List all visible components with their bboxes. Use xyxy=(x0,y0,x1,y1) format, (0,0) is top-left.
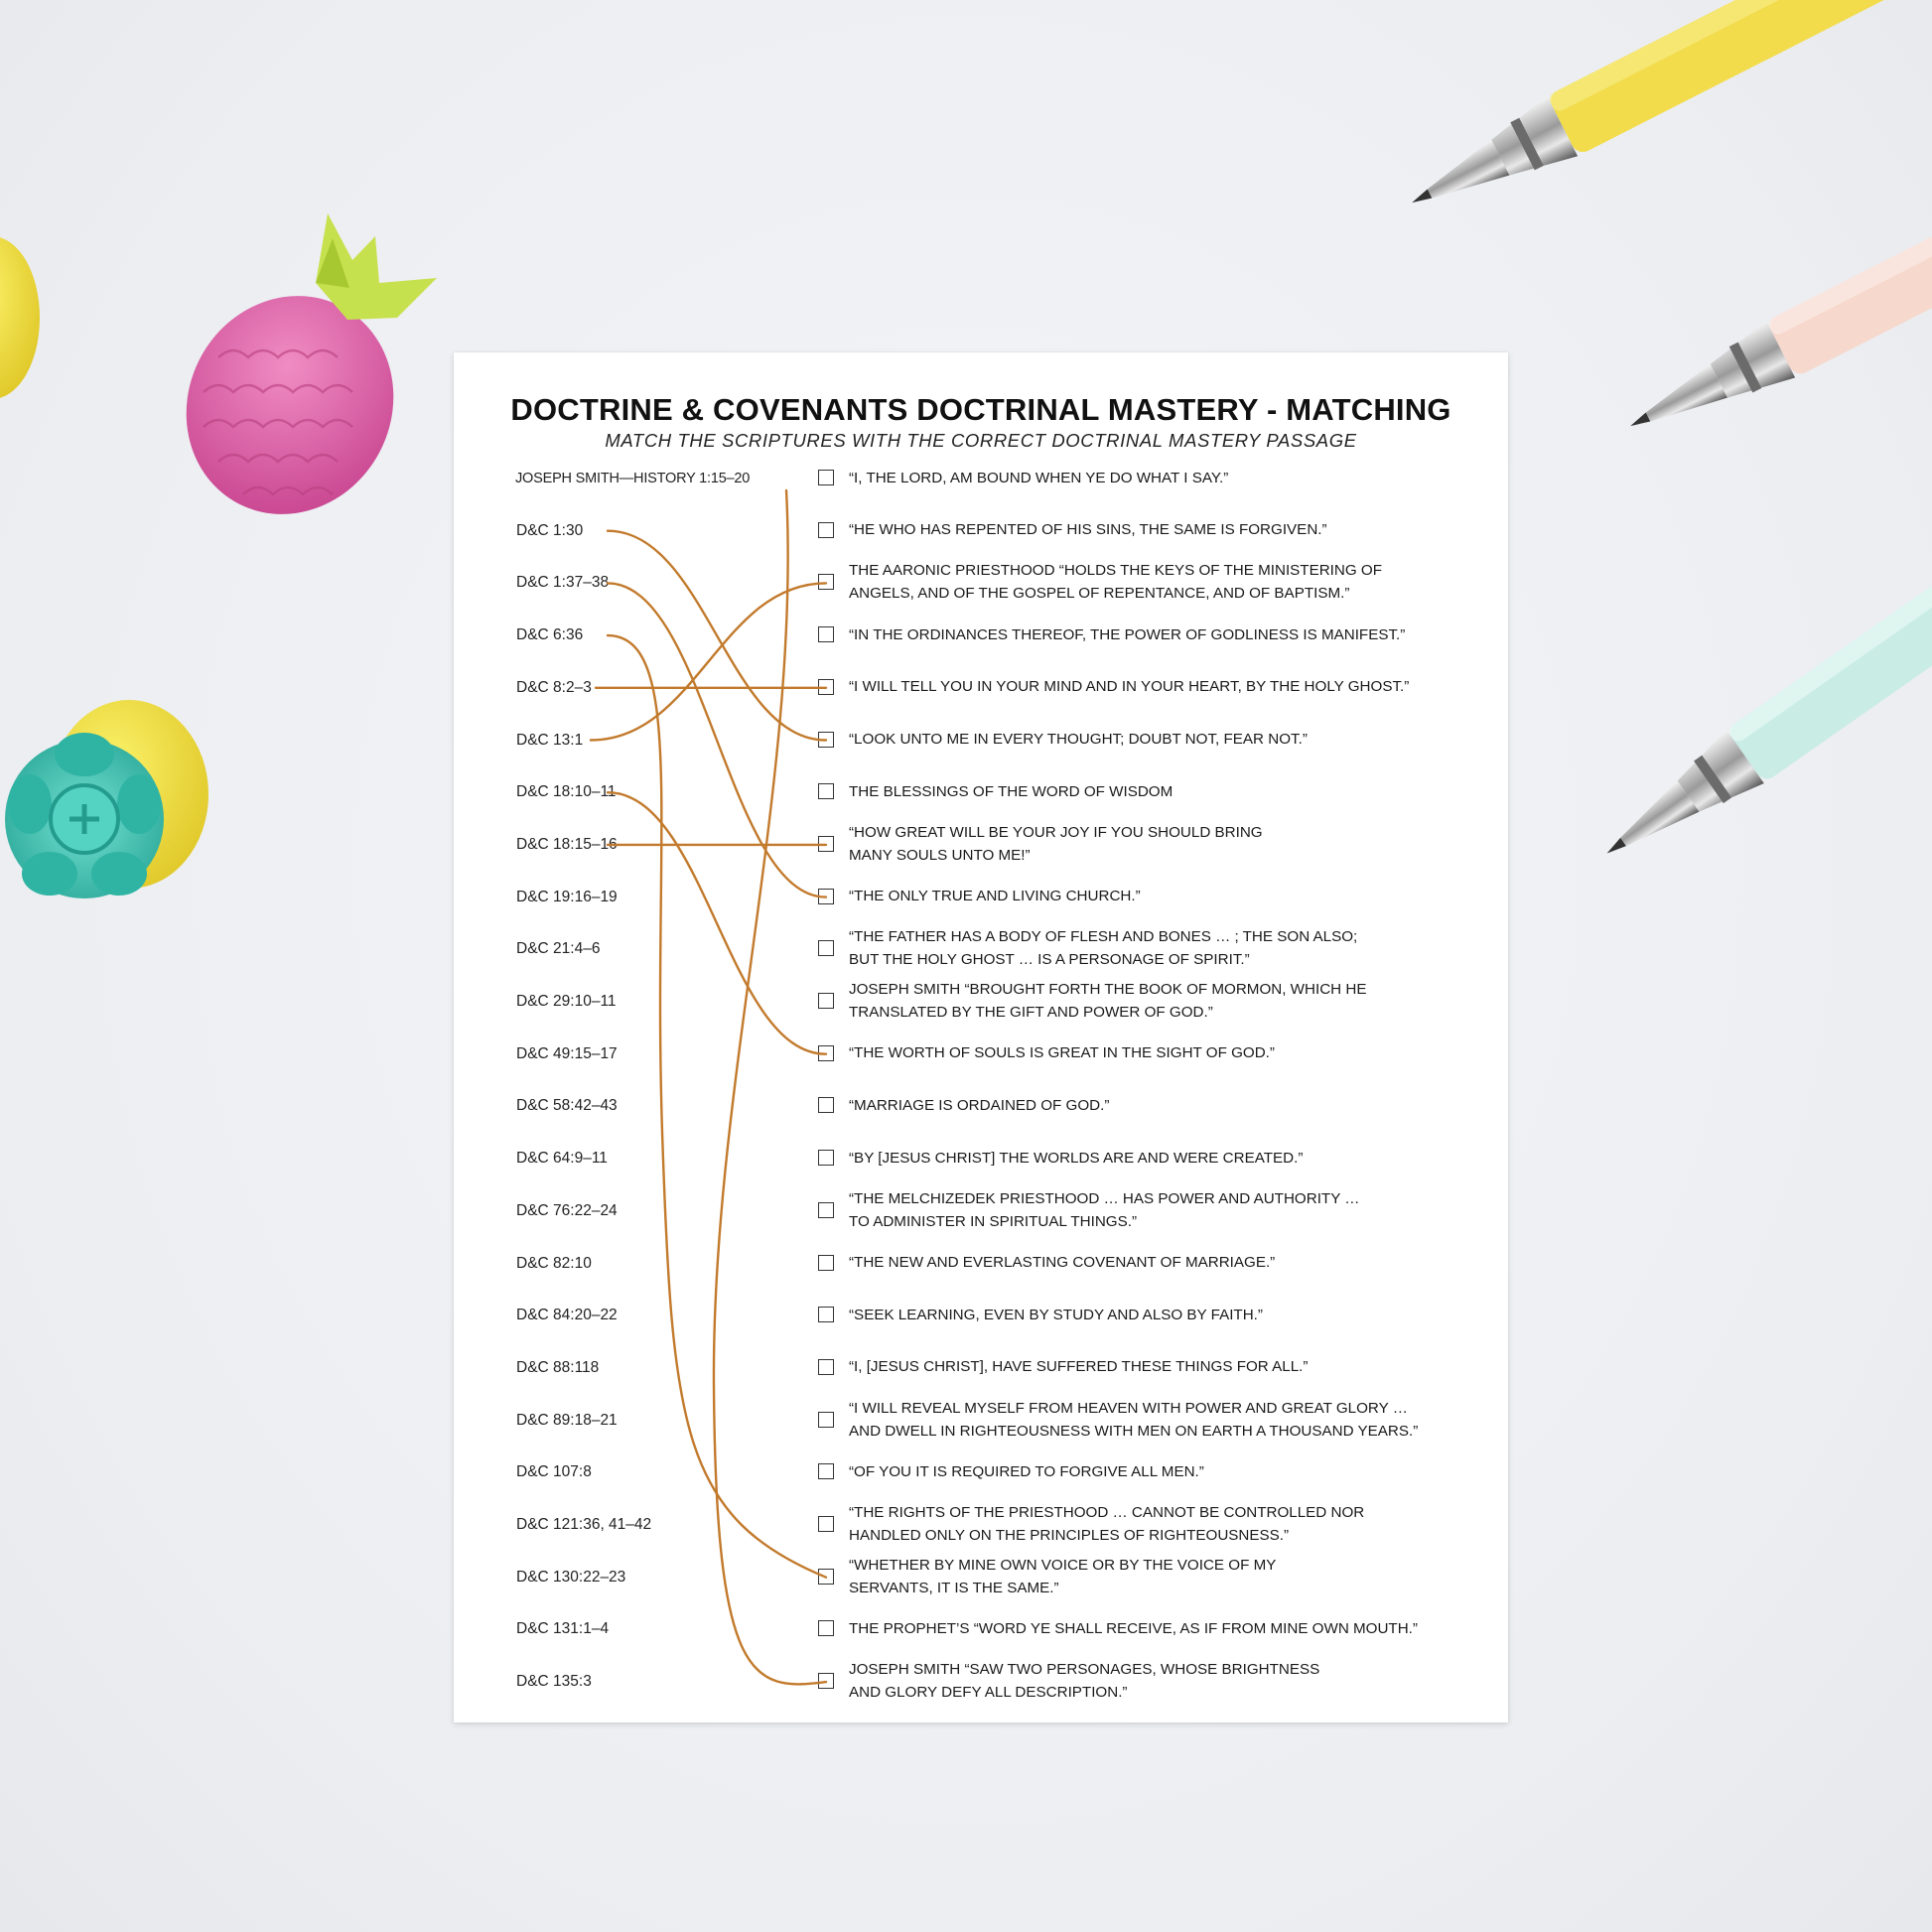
answer-checkbox[interactable] xyxy=(818,626,834,642)
passage-line: “MARRIAGE IS ORDAINED OF GOD.” xyxy=(849,1096,1110,1114)
passage-line: “OF YOU IT IS REQUIRED TO FORGIVE ALL MEN.” xyxy=(849,1462,1204,1480)
answer-checkbox[interactable] xyxy=(818,889,834,904)
answer-checkbox[interactable] xyxy=(818,1150,834,1166)
passage-line: MANY SOULS UNTO ME!” xyxy=(849,846,1031,864)
passage-line: JOSEPH SMITH “SAW TWO PERSONAGES, WHOSE BRIGHTNESS xyxy=(849,1661,1320,1679)
answer-checkbox[interactable] xyxy=(818,732,834,748)
match-line xyxy=(608,792,826,1053)
passage-text xyxy=(849,1397,1454,1443)
reference-label: D&C 131:1–4 xyxy=(516,1620,610,1638)
passage-text xyxy=(849,1304,1454,1326)
reference-label: D&C 76:22–24 xyxy=(516,1201,618,1219)
worksheet xyxy=(454,352,1508,1723)
reference-label: D&C 89:18–21 xyxy=(516,1411,618,1429)
reference-label: D&C 18:15–16 xyxy=(516,835,618,853)
reference-label: D&C 19:16–19 xyxy=(516,888,618,905)
passage-line: “THE WORTH OF SOULS IS GREAT IN THE SIGHT OF GOD.” xyxy=(849,1044,1275,1062)
passage-line: JOSEPH SMITH “BROUGHT FORTH THE BOOK OF MORMON, WHICH HE xyxy=(849,981,1367,998)
reference-label: D&C 58:42–43 xyxy=(516,1097,618,1115)
passage-text xyxy=(849,1554,1454,1599)
answer-checkbox[interactable] xyxy=(818,522,834,538)
passage-text xyxy=(849,885,1454,907)
answer-checkbox[interactable] xyxy=(818,783,834,799)
yellow-eraser-edge xyxy=(0,236,40,399)
passage-line: “HE WHO HAS REPENTED OF HIS SINS, THE SAME IS FORGIVEN.” xyxy=(849,521,1327,539)
passage-line: TRANSLATED BY THE GIFT AND POWER OF GOD.” xyxy=(849,1004,1213,1021)
answer-checkbox[interactable] xyxy=(818,993,834,1009)
passage-line: “BY [JESUS CHRIST] THE WORLDS ARE AND WERE CREATED.” xyxy=(849,1149,1304,1167)
reference-label: D&C 88:118 xyxy=(516,1358,600,1376)
reference-label: D&C 21:4–6 xyxy=(516,940,601,958)
mint-pen xyxy=(1588,490,1932,880)
reference-label: D&C 18:10–11 xyxy=(516,783,617,801)
passage-text xyxy=(849,925,1454,971)
match-line xyxy=(591,583,826,740)
reference-label: D&C 82:10 xyxy=(516,1254,592,1272)
passage-text xyxy=(849,675,1454,698)
answer-checkbox[interactable] xyxy=(818,1673,834,1689)
passage-text xyxy=(849,1501,1454,1547)
passage-line: HANDLED ONLY ON THE PRINCIPLES OF RIGHTEOUSNESS.” xyxy=(849,1527,1290,1544)
passage-line: “I, [JESUS CHRIST], HAVE SUFFERED THESE THINGS FOR ALL.” xyxy=(849,1358,1309,1376)
reference-label: D&C 130:22–23 xyxy=(516,1568,626,1586)
passage-line: “IN THE ORDINANCES THEREOF, THE POWER OF GODLINESS IS MANIFEST.” xyxy=(849,625,1406,643)
passage-line: “I, THE LORD, AM BOUND WHEN YE DO WHAT I SAY.” xyxy=(849,469,1229,486)
answer-checkbox[interactable] xyxy=(818,940,834,956)
match-line xyxy=(608,635,826,1578)
passage-text xyxy=(849,518,1454,541)
passage-text xyxy=(849,559,1454,605)
reference-label: D&C 1:30 xyxy=(516,521,584,539)
passage-line: “THE RIGHTS OF THE PRIESTHOOD … CANNOT BE CONTROLLED NOR xyxy=(849,1504,1365,1521)
passage-text xyxy=(849,1658,1454,1704)
match-line xyxy=(608,583,826,897)
passage-line: “THE ONLY TRUE AND LIVING CHURCH.” xyxy=(849,888,1141,905)
passage-text xyxy=(849,780,1454,803)
passage-line: “HOW GREAT WILL BE YOUR JOY IF YOU SHOULD BRING xyxy=(849,823,1263,841)
passage-line: TO ADMINISTER IN SPIRITUAL THINGS.” xyxy=(849,1212,1138,1230)
reference-label: D&C 6:36 xyxy=(516,626,584,644)
pink-pineapple-eraser xyxy=(148,213,437,551)
pink-pen xyxy=(1616,132,1932,455)
reference-label: D&C 64:9–11 xyxy=(516,1150,608,1168)
answer-checkbox[interactable] xyxy=(818,1463,834,1479)
passage-line: THE PROPHET’S “WORD YE SHALL RECEIVE, AS IF FROM MINE OWN MOUTH.” xyxy=(849,1619,1418,1637)
passage-line: THE AARONIC PRIESTHOOD “HOLDS THE KEYS OF THE MINISTERING OF xyxy=(849,562,1382,580)
worksheet-subtitle: MATCH THE SCRIPTURES WITH THE CORRECT DOCTRINAL MASTERY PASSAGE xyxy=(605,430,1357,451)
passage-line: THE BLESSINGS OF THE WORD OF WISDOM xyxy=(849,782,1173,800)
answer-checkbox[interactable] xyxy=(818,1097,834,1113)
passage-line: “SEEK LEARNING, EVEN BY STUDY AND ALSO BY FAITH.” xyxy=(849,1306,1263,1323)
passage-text xyxy=(849,1187,1454,1233)
reference-label: D&C 121:36, 41–42 xyxy=(516,1516,652,1533)
answer-checkbox[interactable] xyxy=(818,1045,834,1061)
passage-text xyxy=(849,978,1454,1024)
passage-text xyxy=(849,728,1454,751)
passage-text xyxy=(849,1460,1454,1483)
passage-text xyxy=(849,821,1454,867)
passage-text xyxy=(849,623,1454,646)
answer-checkbox[interactable] xyxy=(818,1412,834,1428)
answer-checkbox[interactable] xyxy=(818,679,834,695)
worksheet-title: DOCTRINE & COVENANTS DOCTRINAL MASTERY - MATCHING xyxy=(510,392,1451,427)
match-line xyxy=(608,531,826,741)
yellow-pineapple-eraser xyxy=(5,700,208,898)
reference-label: JOSEPH SMITH—HISTORY 1:15–20 xyxy=(515,471,751,486)
reference-label: D&C 8:2–3 xyxy=(516,678,592,696)
passage-line: AND DWELL IN RIGHTEOUSNESS WITH MEN ON EARTH A THOUSAND YEARS.” xyxy=(849,1422,1419,1440)
passage-line: “I WILL REVEAL MYSELF FROM HEAVEN WITH POWER AND GREAT GLORY … xyxy=(849,1399,1408,1417)
passage-line: “THE FATHER HAS A BODY OF FLESH AND BONES … ; THE SON ALSO; xyxy=(849,928,1358,946)
passage-text xyxy=(849,1094,1454,1117)
reference-label: D&C 84:20–22 xyxy=(516,1307,618,1324)
reference-label: D&C 13:1 xyxy=(516,731,584,749)
match-line xyxy=(714,490,826,1684)
passage-text xyxy=(849,1041,1454,1064)
passage-line: “THE MELCHIZEDEK PRIESTHOOD … HAS POWER AND AUTHORITY … xyxy=(849,1189,1360,1207)
answer-checkbox[interactable] xyxy=(818,836,834,852)
answer-checkbox[interactable] xyxy=(818,470,834,485)
reference-label: D&C 29:10–11 xyxy=(516,993,617,1010)
passage-line: AND GLORY DEFY ALL DESCRIPTION.” xyxy=(849,1684,1128,1702)
reference-label: D&C 1:37–38 xyxy=(516,574,610,592)
answer-checkbox[interactable] xyxy=(818,1307,834,1322)
answer-checkbox[interactable] xyxy=(818,1255,834,1271)
answer-checkbox[interactable] xyxy=(818,1620,834,1636)
passage-line: BUT THE HOLY GHOST … IS A PERSONAGE OF SPIRIT.” xyxy=(849,951,1250,969)
answer-checkbox[interactable] xyxy=(818,1202,834,1218)
passage-line: SERVANTS, IT IS THE SAME.” xyxy=(849,1579,1059,1596)
passage-text xyxy=(849,1251,1454,1274)
reference-label: D&C 49:15–17 xyxy=(516,1044,618,1062)
passage-line: “I WILL TELL YOU IN YOUR MIND AND IN YOUR HEART, BY THE HOLY GHOST.” xyxy=(849,678,1410,696)
reference-label: D&C 107:8 xyxy=(516,1463,592,1481)
passage-text xyxy=(849,467,1454,489)
passage-text xyxy=(849,1617,1454,1640)
reference-label: D&C 135:3 xyxy=(516,1673,592,1691)
passage-line: “WHETHER BY MINE OWN VOICE OR BY THE VOICE OF MY xyxy=(849,1556,1277,1574)
passage-text xyxy=(849,1147,1454,1170)
answer-checkbox[interactable] xyxy=(818,1516,834,1532)
passage-line: “LOOK UNTO ME IN EVERY THOUGHT; DOUBT NOT, FEAR NOT.” xyxy=(849,731,1308,748)
yellow-pen xyxy=(1397,0,1932,232)
passage-line: ANGELS, AND OF THE GOSPEL OF REPENTANCE, AND OF BAPTISM.” xyxy=(849,585,1350,603)
answer-checkbox[interactable] xyxy=(818,574,834,590)
answer-checkbox[interactable] xyxy=(818,1359,834,1375)
passage-text xyxy=(849,1355,1454,1378)
passage-line: “THE NEW AND EVERLASTING COVENANT OF MARRIAGE.” xyxy=(849,1254,1276,1271)
answer-checkbox[interactable] xyxy=(818,1569,834,1585)
